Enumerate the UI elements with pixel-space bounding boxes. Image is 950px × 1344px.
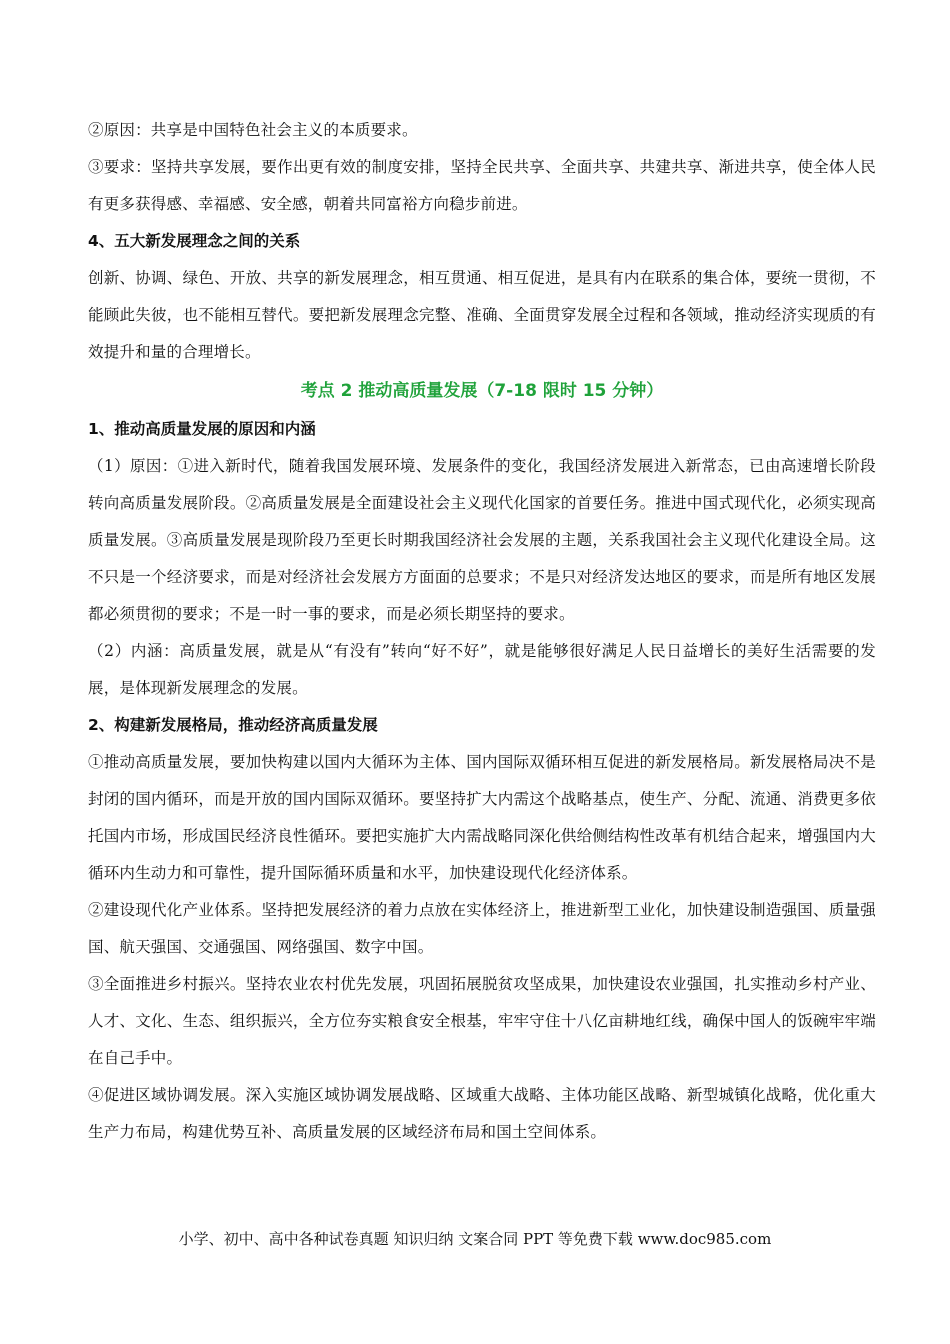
- heading-new-development-pattern: 2、构建新发展格局，推动经济高质量发展: [88, 716, 378, 734]
- paragraph-dual-circulation: ①推动高质量发展，要加快构建以国内大循环为主体、国内国际双循环相互促进的新发展格局。新发展格局决不是封闭的国内循环，而是开放的国内国际双循环。要坚持扩大内需这个战略基点，使生产、分配、流通、消费更多依托国内市场，形成国民经济良性循环。要把实施扩大内需战略同深化供给侧结构性改革有机结合起来，增强国内大循环内生动力和可靠性，提升国际循环质量和水平，加快建设现代化经济体系。: [88, 753, 876, 882]
- heading-reason-and-connotation: 1、推动高质量发展的原因和内涵: [88, 420, 316, 438]
- paragraph-share-reason: ②原因：共享是中国特色社会主义的本质要求。: [88, 121, 418, 139]
- page-footer: 小学、初中、高中各种试卷真题 知识归纳 文案合同 PPT 等免费下载 www.doc985.com: [178, 1230, 772, 1248]
- paragraph-connotation: （2）内涵：高质量发展，就是从“有没有”转向“好不好”，就是能够很好满足人民日益增长的美好生活需要的发展，是体现新发展理念的发展。: [88, 642, 876, 697]
- paragraph-rural-revitalization: ③全面推进乡村振兴。坚持农业农村优先发展，巩固拓展脱贫攻坚成果，加快建设农业强国，扎实推动乡村产业、人才、文化、生态、组织振兴，全方位夯实粮食安全根基，牢牢守住十八亿亩耕地红线，确保中国人的饭碗牢牢端在自己手中。: [88, 975, 876, 1067]
- section-title-high-quality-development: 考点 2 推动高质量发展（7-18 限时 15 分钟）: [300, 381, 664, 401]
- paragraph-regional-coordination: ④促进区域协调发展。深入实施区域协调发展战略、区域重大战略、主体功能区战略、新型城镇化战略，优化重大生产力布局，构建优势互补、高质量发展的区域经济布局和国土空间体系。: [88, 1086, 876, 1141]
- document-body: [88, 112, 876, 1151]
- paragraph-reason: （1）原因：①进入新时代，随着我国发展环境、发展条件的变化，我国经济发展进入新常态，已由高速增长阶段转向高质量发展阶段。②高质量发展是全面建设社会主义现代化国家的首要任务。推进中国式现代化，必须实现高质量发展。③高质量发展是现阶段乃至更长时期我国经济社会发展的主题，关系我国社会主义现代化建设全局。这不只是一个经济要求，而是对经济社会发展方方面面的总要求；不是只对经济发达地区的要求，而是所有地区发展都必须贯彻的要求；不是一时一事的要求，而是必须长期坚持的要求。: [88, 457, 876, 623]
- heading-five-concepts-relation: 4、五大新发展理念之间的关系: [88, 232, 301, 250]
- paragraph-modern-industry: ②建设现代化产业体系。坚持把发展经济的着力点放在实体经济上，推进新型工业化，加快建设制造强国、质量强国、航天强国、交通强国、网络强国、数字中国。: [88, 901, 876, 956]
- paragraph-share-requirement: ③要求：坚持共享发展，要作出更有效的制度安排，坚持全民共享、全面共享、共建共享、渐进共享，使全体人民有更多获得感、幸福感、安全感，朝着共同富裕方向稳步前进。: [88, 158, 876, 213]
- paragraph-five-concepts-relation: 创新、协调、绿色、开放、共享的新发展理念，相互贯通、相互促进，是具有内在联系的集合体，要统一贯彻，不能顾此失彼，也不能相互替代。要把新发展理念完整、准确、全面贯穿发展全过程和各领域，推动经济实现质的有效提升和量的合理增长。: [88, 269, 876, 361]
